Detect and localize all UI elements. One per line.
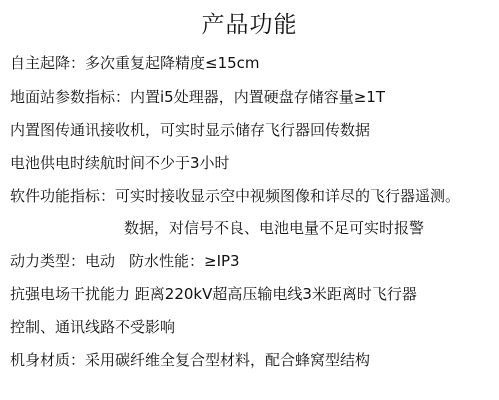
document-title: 产品功能	[201, 12, 298, 38]
spec-line-body-material: 机身材质：采用碳纤维全复合型材料，配合蜂窝型结构	[10, 351, 371, 369]
spec-line-ground-station: 地面站参数指标：内置i5处理器，内置硬盘存储容量≥1T	[10, 88, 385, 106]
spec-line-takeoff-landing: 自主起降：多次重复起降精度≤15cm	[10, 54, 260, 72]
spec-line-power-waterproof	[10, 251, 240, 271]
power-type-text: 动力类型：电动	[10, 252, 116, 270]
spec-line-software: 软件功能指标：可实时接收显示空中视频图像和详尽的飞行器遥测。	[10, 187, 461, 205]
spec-line-software-continued: 数据，对信号不良、电池电量不足可实时报警	[124, 219, 425, 237]
waterproof-text: 防水性能：≥IP3	[129, 252, 240, 270]
spec-line-interference: 抗强电场干扰能力 距离220kV超高压输电线3米距离时飞行器	[10, 285, 417, 303]
spec-line-battery: 电池供电时续航时间不少于3小时	[10, 154, 230, 172]
spec-line-interference-continued: 控制、通讯线路不受影响	[10, 318, 176, 336]
spec-line-image-transmission: 内置图传通讯接收机，可实时显示储存飞行器回传数据	[10, 121, 371, 139]
